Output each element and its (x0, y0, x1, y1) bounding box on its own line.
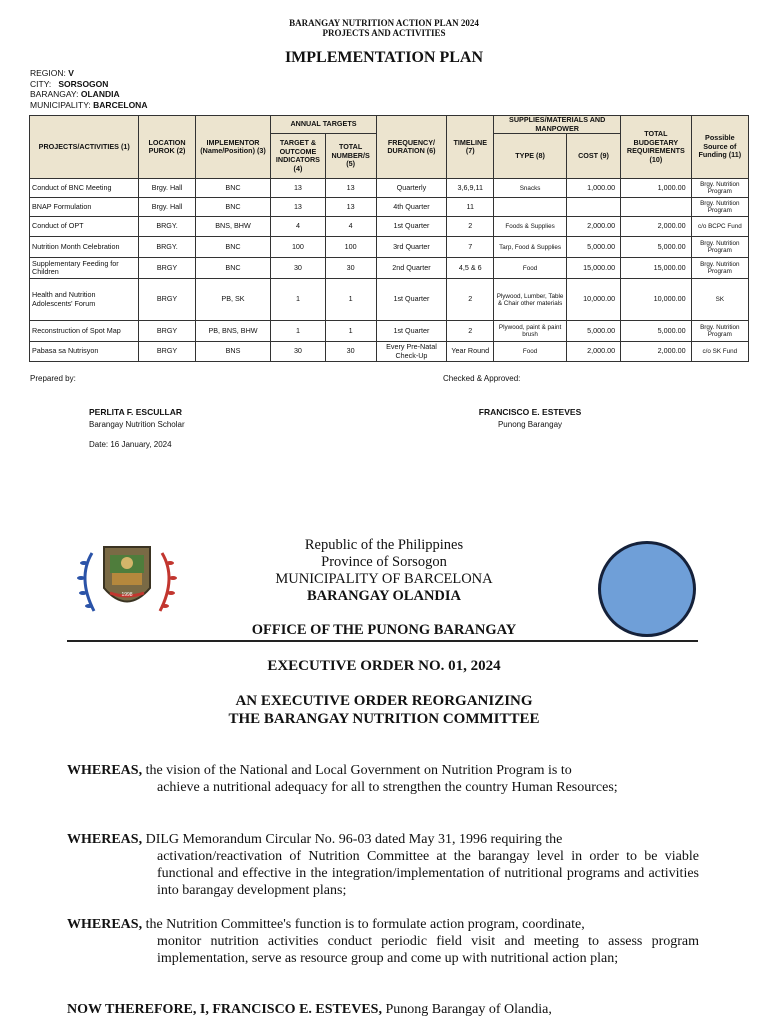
cell-funding: c/o BCPC Fund (691, 217, 748, 237)
cell-type: Food (494, 258, 567, 279)
cell-budget: 2,000.00 (621, 217, 692, 237)
cell-location: BRGY (139, 279, 195, 321)
cell-frequency: Quarterly (376, 179, 447, 198)
cell-implementor: BNC (195, 179, 271, 198)
plan-title: IMPLEMENTATION PLAN (284, 49, 484, 66)
whereas-paragraph-2: WHEREAS, DILG Memorandum Circular No. 96-03 dated May 31, 1996 requiring the activation/reactivation of Nutrition Committee at the barangay level in order to be viable functional and effective in the integration/implementation of nutritional programs and activities into barangay development plans; (67, 832, 699, 898)
plan-header-line2: PROJECTS AND ACTIVITIES (322, 28, 446, 38)
cell-project: Health and Nutrition Adolescents' Forum (30, 279, 139, 321)
preparer-name: PERLITA F. ESCULLAR (89, 407, 183, 417)
seal-year: 1998 (121, 592, 133, 598)
cell-timeline: 7 (447, 237, 494, 258)
cell-budget: 2,000.00 (621, 342, 692, 362)
region-value: V (68, 68, 74, 78)
table-row (30, 321, 749, 342)
cell-total: 13 (325, 198, 376, 217)
cell-frequency: 4th Quarter (376, 198, 447, 217)
plan-date: Date: 16 January, 2024 (89, 440, 172, 449)
col-implementor: IMPLEMENTOR (Name/Position) (3) (195, 116, 271, 179)
cell-implementor: PB, BNS, BHW (195, 321, 271, 342)
cell-budget (621, 198, 692, 217)
cell-type: Tarp, Food & Supplies (494, 237, 567, 258)
cell-frequency: 3rd Quarter (376, 237, 447, 258)
checked-approved-label: Checked & Approved: (443, 374, 521, 383)
cell-location: Brgy. Hall (139, 179, 195, 198)
col-total-budget: TOTAL BUDGETARY REQUIREMENTS (10) (621, 116, 692, 179)
cell-type: Plywood, paint & paint brush (494, 321, 567, 342)
order-title: AN EXECUTIVE ORDER REORGANIZING THE BARANGAY NUTRITION COMMITTEE (228, 693, 540, 727)
cell-total: 100 (325, 237, 376, 258)
letterhead-province: Province of Sorsogon (321, 554, 447, 570)
cell-funding: Brgy. Nutrition Program (691, 321, 748, 342)
cell-budget: 15,000.00 (621, 258, 692, 279)
cell-funding: c/o SK Fund (691, 342, 748, 362)
table-row (30, 198, 749, 217)
cell-location: BRGY. (139, 217, 195, 237)
order-number: EXECUTIVE ORDER NO. 01, 2024 (267, 658, 501, 674)
cell-project: Conduct of BNC Meeting (30, 179, 139, 198)
cell-timeline: 4,5 & 6 (447, 258, 494, 279)
col-location: LOCATION PUROK (2) (139, 116, 195, 179)
col-cost: COST (9) (566, 134, 620, 179)
table-row (30, 258, 749, 279)
preparer-block (89, 406, 185, 431)
cell-budget: 1,000.00 (621, 179, 692, 198)
cell-implementor: PB, SK (195, 279, 271, 321)
prepared-by-label: Prepared by: (30, 374, 76, 383)
col-funding: Possible Source of Funding (11) (691, 116, 748, 179)
letterhead-divider (67, 640, 698, 642)
cell-budget: 5,000.00 (621, 321, 692, 342)
cell-location: Brgy. Hall (139, 198, 195, 217)
col-annual-targets: ANNUAL TARGETS (271, 116, 376, 134)
col-total-numbers: TOTAL NUMBER/S (5) (325, 134, 376, 179)
cell-target: 4 (271, 217, 325, 237)
cell-funding: Brgy. Nutrition Program (691, 198, 748, 217)
municipality-value: BARCELONA (93, 99, 148, 110)
city-value: SORSOGON (58, 78, 109, 89)
cell-project: Conduct of OPT (30, 217, 139, 237)
table-row (30, 342, 749, 362)
cell-budget: 10,000.00 (621, 279, 692, 321)
cell-location: BRGY (139, 321, 195, 342)
cell-cost: 10,000.00 (566, 279, 620, 321)
col-frequency: FREQUENCY/ DURATION (6) (376, 116, 447, 179)
cell-location: BRGY (139, 342, 195, 362)
cell-timeline: 2 (447, 279, 494, 321)
col-projects: PROJECTS/ACTIVITIES (1) (30, 116, 139, 179)
approver-title: Punong Barangay (497, 420, 563, 429)
plan-header-line1: BARANGAY NUTRITION ACTION PLAN 2024 (289, 18, 479, 28)
cell-target: 30 (271, 342, 325, 362)
cell-frequency: Every Pre-Natal Check-Up (376, 342, 447, 362)
cell-timeline: 11 (447, 198, 494, 217)
letterhead-barangay: BARANGAY OLANDIA (306, 588, 461, 604)
cell-type: Snacks (494, 179, 567, 198)
cell-type: Food (494, 342, 567, 362)
cell-project: Reconstruction of Spot Map (30, 321, 139, 342)
cell-project: BNAP Formulation (30, 198, 139, 217)
approver-name: FRANCISCO E. ESTEVES (478, 407, 582, 417)
cell-project: Supplementary Feeding for Children (30, 258, 139, 279)
cell-timeline: 3,6,9,11 (447, 179, 494, 198)
now-therefore-paragraph: NOW THEREFORE, I, FRANCISCO E. ESTEVES, Punong Barangay of Olandia, (67, 1002, 552, 1017)
cell-target: 100 (271, 237, 325, 258)
implementation-table (29, 115, 749, 362)
cell-cost: 5,000.00 (566, 321, 620, 342)
cell-frequency: 1st Quarter (376, 279, 447, 321)
col-type: TYPE (8) (494, 134, 567, 179)
cell-implementor: BNC (195, 237, 271, 258)
whereas-paragraph-3: WHEREAS, the Nutrition Committee's function is to formulate action program, coordinate, monitor nutrition activities conduct periodic field visit and meeting to assess program implementation, serve as resource group and come up with nutritional action plan; (67, 917, 699, 966)
cell-cost (566, 198, 620, 217)
table-row (30, 279, 749, 321)
cell-target: 13 (271, 179, 325, 198)
cell-type: Plywood, Lumber, Table & Chair other materials (494, 279, 567, 321)
letterhead-municipality: MUNICIPALITY OF BARCELONA (275, 571, 493, 587)
letterhead-republic: Republic of the Philippines (304, 537, 464, 553)
col-target: TARGET & OUTCOME INDICATORS (4) (271, 134, 325, 179)
cell-total: 30 (325, 342, 376, 362)
cell-project: Nutrition Month Celebration (30, 237, 139, 258)
cell-frequency: 1st Quarter (376, 217, 447, 237)
cell-type (494, 198, 567, 217)
cell-funding: Brgy. Nutrition Program (691, 179, 748, 198)
cell-budget: 5,000.00 (621, 237, 692, 258)
cell-cost: 2,000.00 (566, 217, 620, 237)
cell-implementor: BNS, BHW (195, 217, 271, 237)
col-timeline: TIMELINE (7) (447, 116, 494, 179)
cell-location: BRGY (139, 258, 195, 279)
cell-timeline: 2 (447, 217, 494, 237)
col-supplies: SUPPLIES/MATERIALS AND MANPOWER (494, 116, 621, 134)
cell-timeline: 2 (447, 321, 494, 342)
cell-implementor: BNC (195, 258, 271, 279)
cell-target: 1 (271, 279, 325, 321)
cell-target: 13 (271, 198, 325, 217)
cell-cost: 1,000.00 (566, 179, 620, 198)
cell-total: 4 (325, 217, 376, 237)
cell-funding: Brgy. Nutrition Program (691, 258, 748, 279)
cell-target: 30 (271, 258, 325, 279)
cell-total: 30 (325, 258, 376, 279)
cell-funding: SK (691, 279, 748, 321)
cell-target: 1 (271, 321, 325, 342)
table-row (30, 217, 749, 237)
cell-cost: 2,000.00 (566, 342, 620, 362)
cell-total: 1 (325, 279, 376, 321)
cell-implementor: BNC (195, 198, 271, 217)
location-block: REGION: V CITY: SORSOGON BARANGAY: OLANDIA MUNICIPALITY: BARCELONA (30, 68, 148, 110)
cell-timeline: Year Round (447, 342, 494, 362)
cell-implementor: BNS (195, 342, 271, 362)
cell-type: Foods & Supplies (494, 217, 567, 237)
cell-cost: 5,000.00 (566, 237, 620, 258)
cell-cost: 15,000.00 (566, 258, 620, 279)
cell-project: Pabasa sa Nutrisyon (30, 342, 139, 362)
table-row (30, 237, 749, 258)
whereas-paragraph-1: WHEREAS, the vision of the National and Local Government on Nutrition Program is to achieve a nutritional adequacy for all to strengthen the country Human Resources; (67, 763, 618, 795)
cell-frequency: 2nd Quarter (376, 258, 447, 279)
cell-funding: Brgy. Nutrition Program (691, 237, 748, 258)
table-row (30, 179, 749, 198)
cell-total: 13 (325, 179, 376, 198)
office-title: OFFICE OF THE PUNONG BARANGAY (251, 622, 517, 638)
barangay-value: OLANDIA (80, 89, 120, 99)
cell-total: 1 (325, 321, 376, 342)
approver-block (470, 406, 590, 431)
cell-frequency: 1st Quarter (376, 321, 447, 342)
preparer-title: Barangay Nutrition Scholar (89, 420, 185, 429)
cell-location: BRGY. (139, 237, 195, 258)
plan-header (0, 18, 768, 38)
